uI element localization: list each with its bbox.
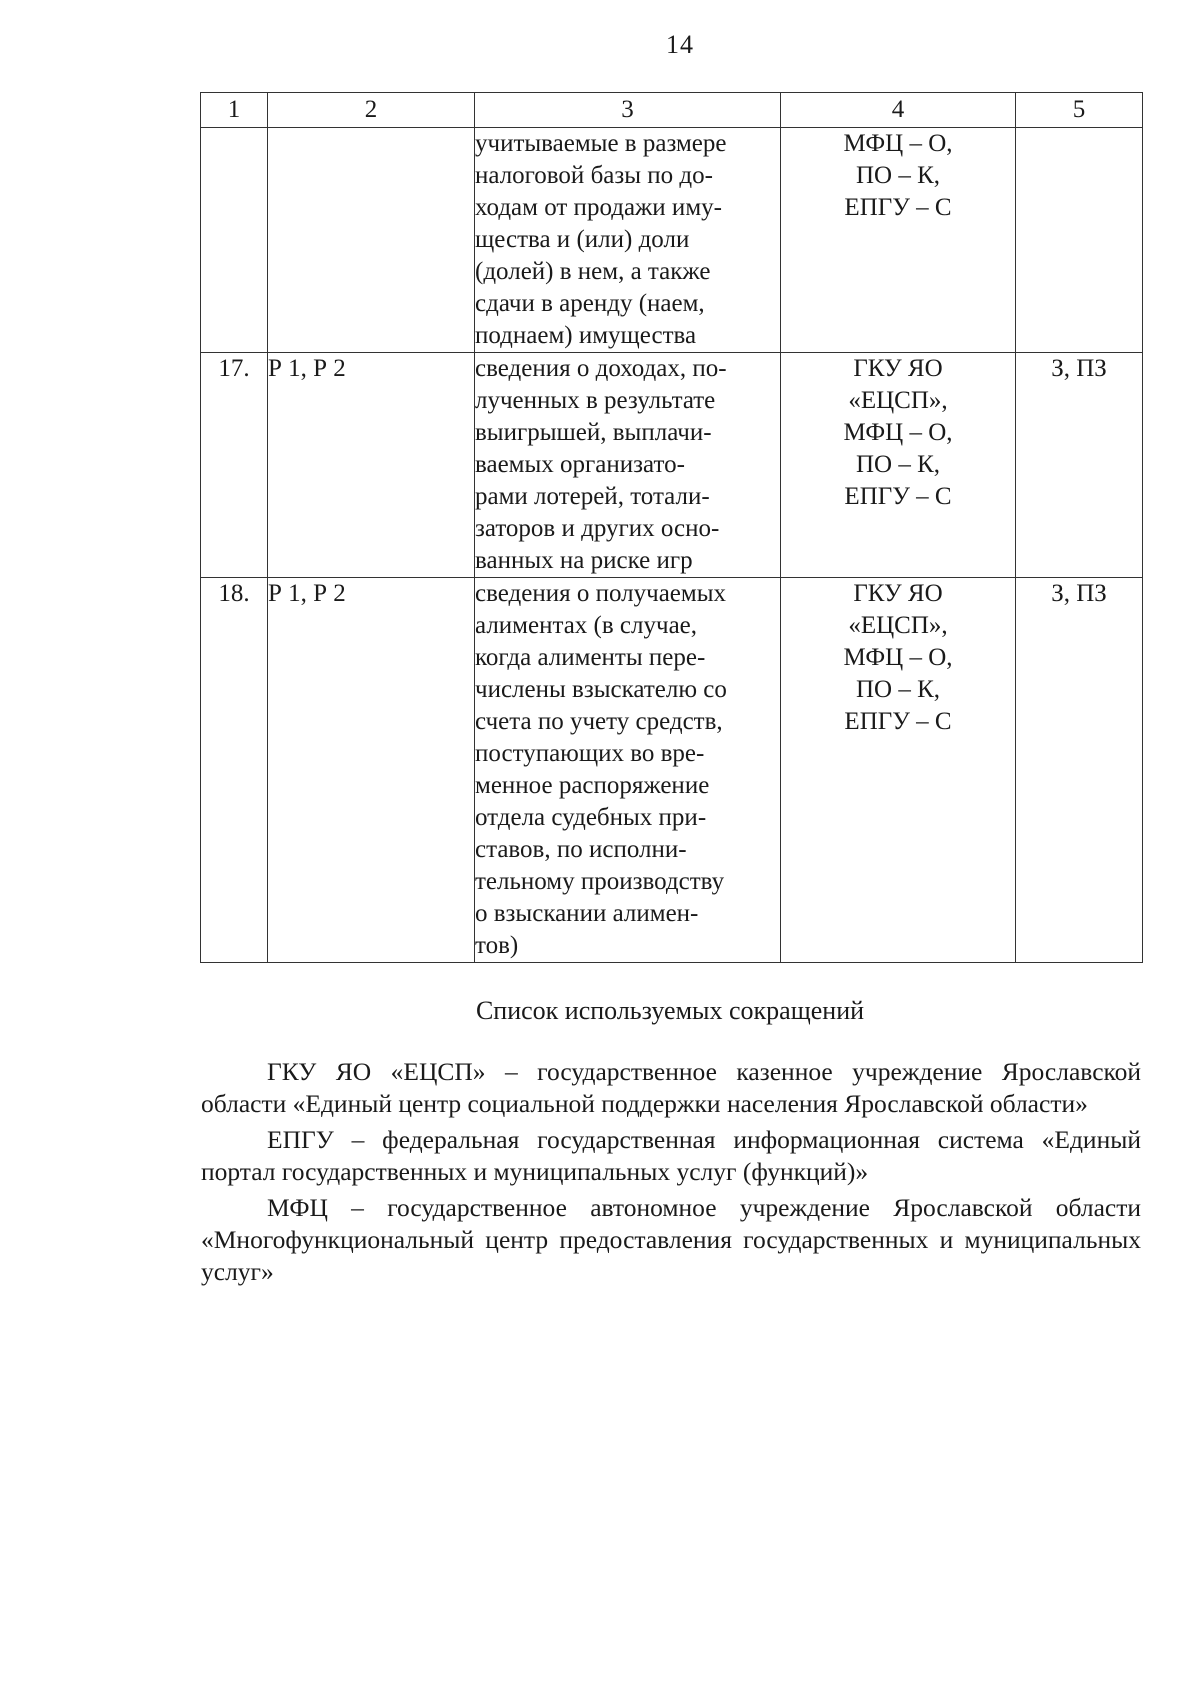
documents-table <box>200 92 1143 963</box>
row-source <box>781 128 1016 353</box>
abbreviations-list <box>201 1056 1141 1292</box>
info-line: счета по учету средств, <box>475 708 723 735</box>
row-kind: З, ПЗ <box>1016 353 1143 578</box>
source-line: ЕПГУ – С <box>844 708 952 735</box>
table-row <box>201 128 1143 353</box>
info-line: (долей) в нем, а также <box>475 258 711 285</box>
table-row <box>201 353 1143 578</box>
source-line: ГКУ ЯО <box>853 580 943 607</box>
row-number: 17. <box>201 353 268 578</box>
info-line: ванных на риске игр <box>475 547 693 574</box>
info-line: когда алименты пере- <box>475 644 706 671</box>
abbreviation-item: ГКУ ЯО «ЕЦСП» – государственное казенное учреждение Ярославской области «Единый центр социальной поддержки населения Ярославской области» <box>201 1057 1141 1118</box>
row-requirement: Р 1, Р 2 <box>268 578 475 963</box>
source-line: «ЕЦСП», <box>848 612 948 639</box>
row-requirement <box>268 128 475 353</box>
info-line: выигрышей, выплачи- <box>475 419 712 446</box>
row-number <box>201 128 268 353</box>
row-source <box>781 578 1016 963</box>
row-information <box>475 578 781 963</box>
info-line: ставов, по исполни- <box>475 836 687 863</box>
row-requirement: Р 1, Р 2 <box>268 353 475 578</box>
table-body <box>201 128 1143 963</box>
abbreviations-title: Список используемых сокращений <box>475 996 865 1025</box>
info-line: алиментах (в случае, <box>475 612 698 639</box>
row-source <box>781 353 1016 578</box>
info-line: отдела судебных при- <box>475 804 707 831</box>
info-line: числены взыскателю со <box>475 676 727 703</box>
info-line: поступающих во вре- <box>475 740 705 767</box>
row-kind <box>1016 128 1143 353</box>
source-line: «ЕЦСП», <box>848 387 948 414</box>
info-line: заторов и других осно- <box>475 515 720 542</box>
info-line: налоговой базы по до- <box>475 162 713 189</box>
info-line: рами лотерей, тотали- <box>475 483 710 510</box>
info-line: менное распоряжение <box>475 772 710 799</box>
info-line: сведения о доходах, по- <box>475 355 727 382</box>
source-line: ЕПГУ – С <box>844 194 952 221</box>
column-header-4: 4 <box>781 93 1016 128</box>
source-line: ГКУ ЯО <box>853 355 943 382</box>
row-information <box>475 353 781 578</box>
info-line: о взыскании алимен- <box>475 900 699 927</box>
info-line: щества и (или) доли <box>475 226 690 253</box>
column-header-3: 3 <box>475 93 781 128</box>
source-line: ЕПГУ – С <box>844 483 952 510</box>
source-line: МФЦ – О, <box>843 419 953 446</box>
source-line: МФЦ – О, <box>843 130 953 157</box>
info-line: сведения о получаемых <box>475 580 727 607</box>
column-header-5: 5 <box>1016 93 1143 128</box>
info-line: ходам от продажи иму- <box>475 194 722 221</box>
row-number: 18. <box>201 578 268 963</box>
info-line: учитываемые в размере <box>475 130 727 157</box>
table-row <box>201 578 1143 963</box>
info-line: лученных в результате <box>475 387 716 414</box>
info-line: тельному производству <box>475 868 725 895</box>
page-number: 14 <box>666 30 694 59</box>
info-line: поднаем) имущества <box>475 322 697 349</box>
row-information <box>475 128 781 353</box>
row-kind: З, ПЗ <box>1016 578 1143 963</box>
column-header-2: 2 <box>268 93 475 128</box>
abbreviation-item: ЕПГУ – федеральная государственная информационная система «Единый портал государственных и муниципальных услуг (функций)» <box>201 1125 1141 1186</box>
abbreviation-item: МФЦ – государственное автономное учреждение Ярославской области «Многофункциональный центр предоставления государственных и муниципальных услуг» <box>201 1193 1141 1286</box>
column-header-1: 1 <box>201 93 268 128</box>
source-line: ПО – К, <box>855 676 941 703</box>
info-line: тов) <box>475 932 519 959</box>
info-line: сдачи в аренду (наем, <box>475 290 705 317</box>
info-line: ваемых организато- <box>475 451 685 478</box>
source-line: ПО – К, <box>855 451 941 478</box>
table-header <box>201 93 1143 128</box>
source-line: ПО – К, <box>855 162 941 189</box>
source-line: МФЦ – О, <box>843 644 953 671</box>
